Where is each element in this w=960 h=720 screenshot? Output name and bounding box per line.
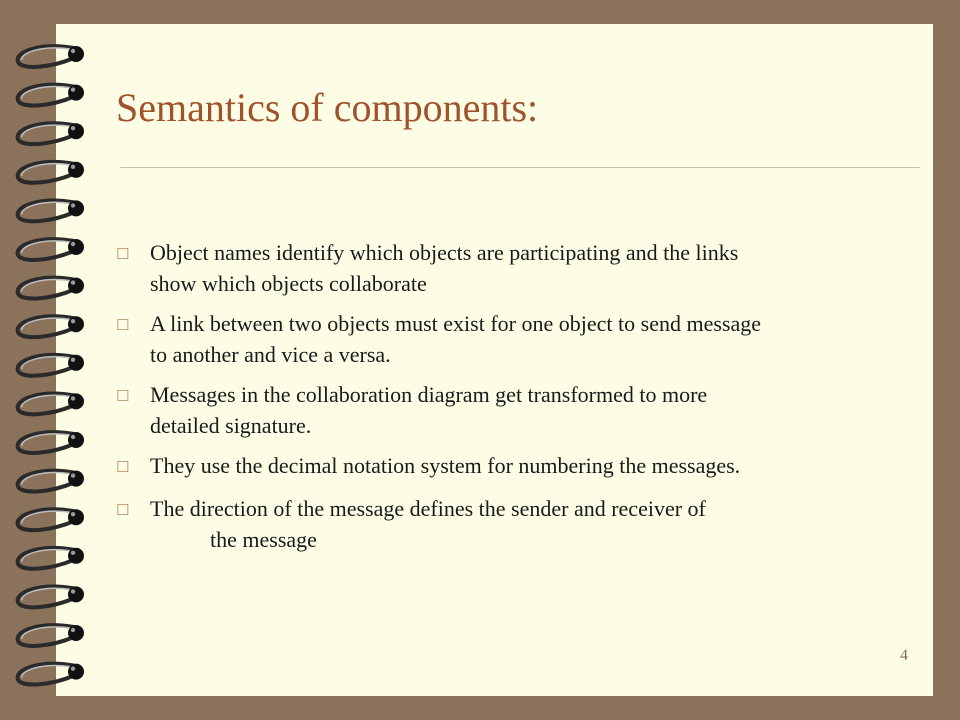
- punch-hole: [68, 123, 84, 139]
- punch-hole: [68, 355, 84, 371]
- punch-hole-shine: [71, 666, 75, 670]
- spiral-ring: [18, 46, 74, 67]
- bullet-line: the message: [210, 527, 317, 552]
- punch-hole: [68, 46, 84, 62]
- bullet-line: Messages in the collaboration diagram get transformed to more: [150, 382, 708, 407]
- punch-hole-shine: [71, 512, 75, 516]
- punch-hole: [68, 85, 84, 101]
- punch-hole: [68, 664, 84, 680]
- spiral-ring: [18, 394, 74, 415]
- spiral-ring: [18, 548, 74, 569]
- spiral-ring: [18, 201, 74, 222]
- punch-hole: [68, 239, 84, 255]
- punch-hole-shine: [71, 165, 75, 169]
- spiral-ring: [18, 625, 74, 646]
- punch-hole: [68, 393, 84, 409]
- spiral-ring: [18, 587, 74, 608]
- bullet-line: detailed signature.: [150, 413, 312, 438]
- punch-hole-shine: [71, 628, 75, 632]
- spiral-ring: [18, 278, 74, 299]
- spiral-ring: [18, 664, 74, 685]
- checkbox-bullet-icon: ☐: [116, 387, 130, 405]
- spiral-ring: [18, 123, 74, 144]
- punch-hole: [68, 316, 84, 332]
- spiral-binding: [0, 0, 110, 720]
- bullet-item: [116, 450, 906, 484]
- punch-hole-shine: [71, 358, 75, 362]
- bullet-line: They use the decimal notation system for numbering the messages.: [150, 453, 741, 478]
- punch-hole-shine: [71, 280, 75, 284]
- bullet-line: to another and vice a versa.: [150, 342, 391, 367]
- bullet-line: show which objects collaborate: [150, 271, 427, 296]
- spiral-ring: [18, 432, 74, 453]
- punch-hole: [68, 586, 84, 602]
- punch-hole-shine: [71, 551, 75, 555]
- bullet-list: [116, 237, 906, 564]
- punch-hole: [68, 471, 84, 487]
- punch-hole: [68, 509, 84, 525]
- spiral-ring: [18, 85, 74, 106]
- bullet-line: A link between two objects must exist for one object to send message: [150, 311, 761, 336]
- bullet-item: [116, 308, 906, 370]
- punch-hole-shine: [71, 589, 75, 593]
- punch-hole: [68, 625, 84, 641]
- checkbox-bullet-icon: ☐: [116, 458, 130, 476]
- punch-hole-shine: [71, 49, 75, 53]
- punch-hole: [68, 432, 84, 448]
- punch-hole-shine: [71, 319, 75, 323]
- punch-hole-shine: [71, 396, 75, 400]
- punch-hole-shine: [71, 242, 75, 246]
- page-number: 4: [900, 647, 908, 664]
- bullet-line: The direction of the message defines the sender and receiver of: [150, 496, 706, 521]
- spiral-ring: [18, 316, 74, 337]
- punch-hole-shine: [71, 126, 75, 130]
- bullet-item: [116, 379, 906, 441]
- spiral-ring: [18, 471, 74, 492]
- punch-hole-shine: [71, 87, 75, 91]
- bullet-item: [116, 493, 906, 555]
- punch-hole-shine: [71, 203, 75, 207]
- spiral-ring: [18, 162, 74, 183]
- punch-hole-shine: [71, 435, 75, 439]
- punch-hole: [68, 278, 84, 294]
- bullet-line: Object names identify which objects are participating and the links: [150, 240, 739, 265]
- checkbox-bullet-icon: ☐: [116, 316, 130, 334]
- checkbox-bullet-icon: ☐: [116, 245, 130, 263]
- punch-hole: [68, 200, 84, 216]
- bullet-item: [116, 237, 906, 299]
- spiral-ring: [18, 239, 74, 260]
- punch-hole-shine: [71, 473, 75, 477]
- spiral-ring: [18, 355, 74, 376]
- punch-hole: [68, 162, 84, 178]
- checkbox-bullet-icon: ☐: [116, 501, 130, 519]
- spiral-ring: [18, 509, 74, 530]
- title-divider: [120, 167, 920, 168]
- slide-title: Semantics of components:: [116, 85, 539, 130]
- punch-hole: [68, 548, 84, 564]
